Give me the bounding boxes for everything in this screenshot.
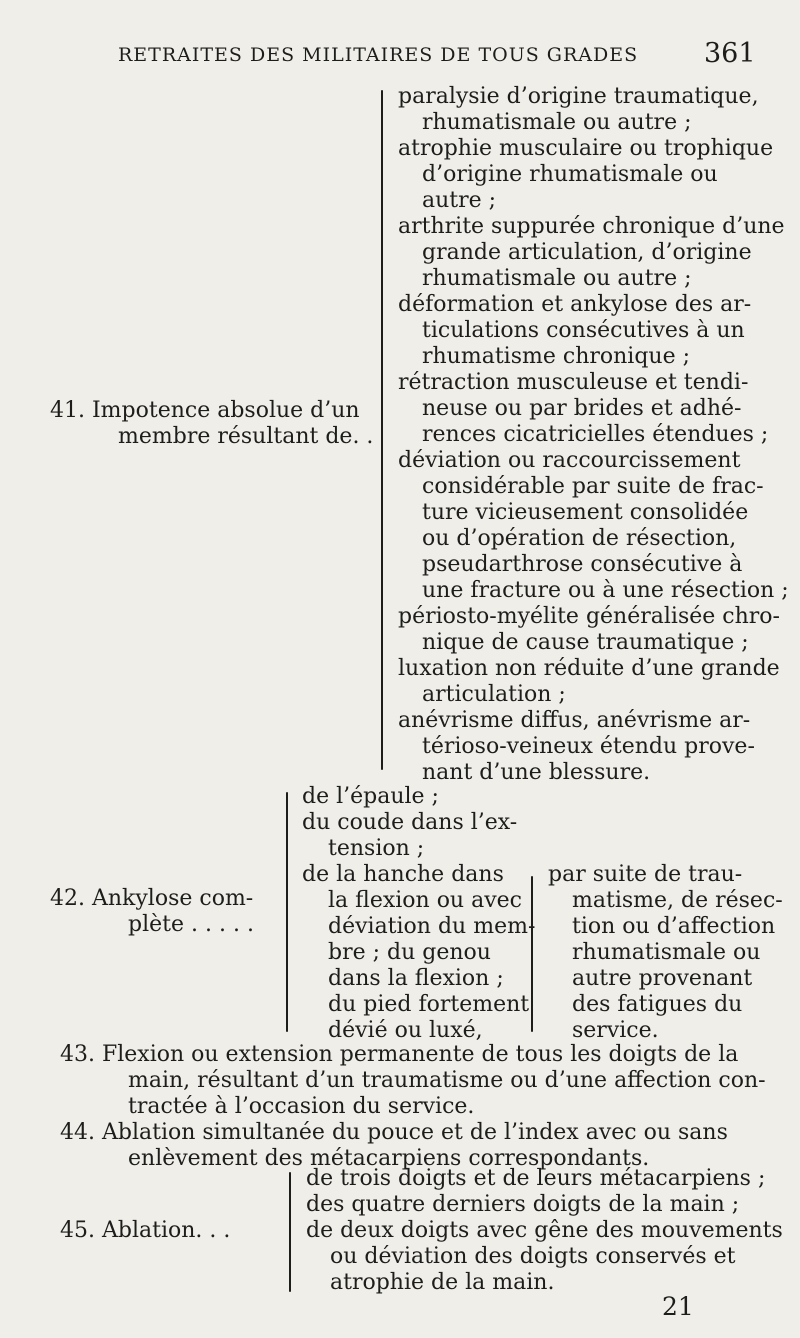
item-42-joint: tension ;	[328, 836, 425, 861]
item-45-option: des quatre derniers doigts de la main ;	[306, 1192, 740, 1217]
item-41-condition: nique de cause traumatique ;	[422, 630, 749, 655]
item-41-condition: rhumatismale ou autre ;	[422, 110, 692, 135]
item-42-cause: par suite de trau-	[548, 862, 743, 887]
item-41-condition: rhumatisme chronique ;	[422, 344, 691, 369]
page-header	[0, 38, 800, 74]
item-41-condition: ticulations consécutives à un	[422, 318, 745, 343]
item-41-condition: grande articulation, d’origine	[422, 240, 752, 265]
item-42-cause: des fatigues du	[572, 992, 743, 1017]
item-42-brace-left	[286, 792, 288, 1032]
item-42-joint: du coude dans l’ex-	[302, 810, 518, 835]
item-45-option: ou déviation des doigts conservés et	[330, 1244, 736, 1269]
item-41-condition: rhumatismale ou autre ;	[422, 266, 692, 291]
item-41-condition: périosto-myélite généralisée chro-	[398, 604, 780, 629]
item-42-cause: service.	[572, 1018, 659, 1043]
item-43-line: tractée à l’occasion du service.	[128, 1094, 475, 1119]
item-45-label: 45. Ablation. . .	[60, 1218, 231, 1243]
item-41-condition: autre ;	[422, 188, 497, 213]
item-41-condition: neuse ou par brides et adhé-	[422, 396, 742, 421]
item-41-label-line-2: membre résultant de. .	[118, 424, 374, 449]
item-41-condition: paralysie d’origine traumatique,	[398, 84, 759, 109]
item-42-joint: du pied fortement	[328, 992, 530, 1017]
item-42-cause: tion ou d’affection	[572, 914, 776, 939]
item-41-condition: rétraction musculeuse et tendi-	[398, 370, 749, 395]
item-41-condition: une fracture ou à une résection ;	[422, 578, 789, 603]
item-42-joint: de l’épaule ;	[302, 784, 439, 809]
item-41-condition: d’origine rhumatismale ou	[422, 162, 718, 187]
item-43-line: 43. Flexion ou extension permanente de tous les doigts de la	[60, 1042, 739, 1067]
item-41-condition: déformation et ankylose des ar-	[398, 292, 752, 317]
item-41-condition: atrophie musculaire ou trophique	[398, 136, 774, 161]
item-42-joint: de la hanche dans	[302, 862, 504, 887]
item-41-condition: déviation ou raccourcissement	[398, 448, 741, 473]
item-42-joint: dans la flexion ;	[328, 966, 504, 991]
item-41-condition: térioso-veineux étendu prove-	[422, 734, 755, 759]
item-42-joint: la flexion ou avec	[328, 888, 522, 913]
item-41-condition: pseudarthrose consécutive à	[422, 552, 743, 577]
item-41-condition: rences cicatricielles étendues ;	[422, 422, 769, 447]
item-42-joint: dévié ou luxé,	[328, 1018, 483, 1043]
item-41-brace	[381, 90, 383, 770]
item-42-label-line-2: plète . . . . .	[128, 912, 254, 937]
item-42-joint: bre ; du genou	[328, 940, 491, 965]
running-title: RETRAITES DES MILITAIRES DE TOUS GRADES	[118, 44, 639, 66]
item-44-line: enlèvement des métacarpiens correspondants.	[128, 1146, 650, 1171]
item-45-option: de trois doigts et de leurs métacarpiens ;	[306, 1166, 766, 1191]
item-41-condition: anévrisme diffus, anévrisme ar-	[398, 708, 751, 733]
page-number: 361	[704, 38, 756, 69]
item-42-cause: rhumatismale ou	[572, 940, 761, 965]
item-43-line: main, résultant d’un traumatisme ou d’une affection con-	[128, 1068, 766, 1093]
signature-mark: 21	[662, 1292, 694, 1321]
item-42-cause: autre provenant	[572, 966, 753, 991]
item-42-brace-right	[531, 876, 533, 1032]
item-44-line: 44. Ablation simultanée du pouce et de l’index avec ou sans	[60, 1120, 728, 1145]
item-41-condition: arthrite suppurée chronique d’une	[398, 214, 785, 239]
item-41-condition: considérable par suite de frac-	[422, 474, 764, 499]
item-42-joint: déviation du mem-	[328, 914, 536, 939]
item-41-label-line-1: 41. Impotence absolue d’un	[50, 398, 360, 423]
item-45-option: atrophie de la main.	[330, 1270, 555, 1295]
item-45-option: de deux doigts avec gêne des mouvements	[306, 1218, 783, 1243]
item-41-condition: ou d’opération de résection,	[422, 526, 737, 551]
item-41-condition: articulation ;	[422, 682, 566, 707]
item-42-cause: matisme, de résec-	[572, 888, 783, 913]
item-41-condition: nant d’une blessure.	[422, 760, 651, 785]
item-41-condition: ture vicieusement consolidée	[422, 500, 749, 525]
item-42-label-line-1: 42. Ankylose com-	[50, 886, 254, 911]
item-41-condition: luxation non réduite d’une grande	[398, 656, 780, 681]
item-45-brace	[289, 1172, 291, 1292]
